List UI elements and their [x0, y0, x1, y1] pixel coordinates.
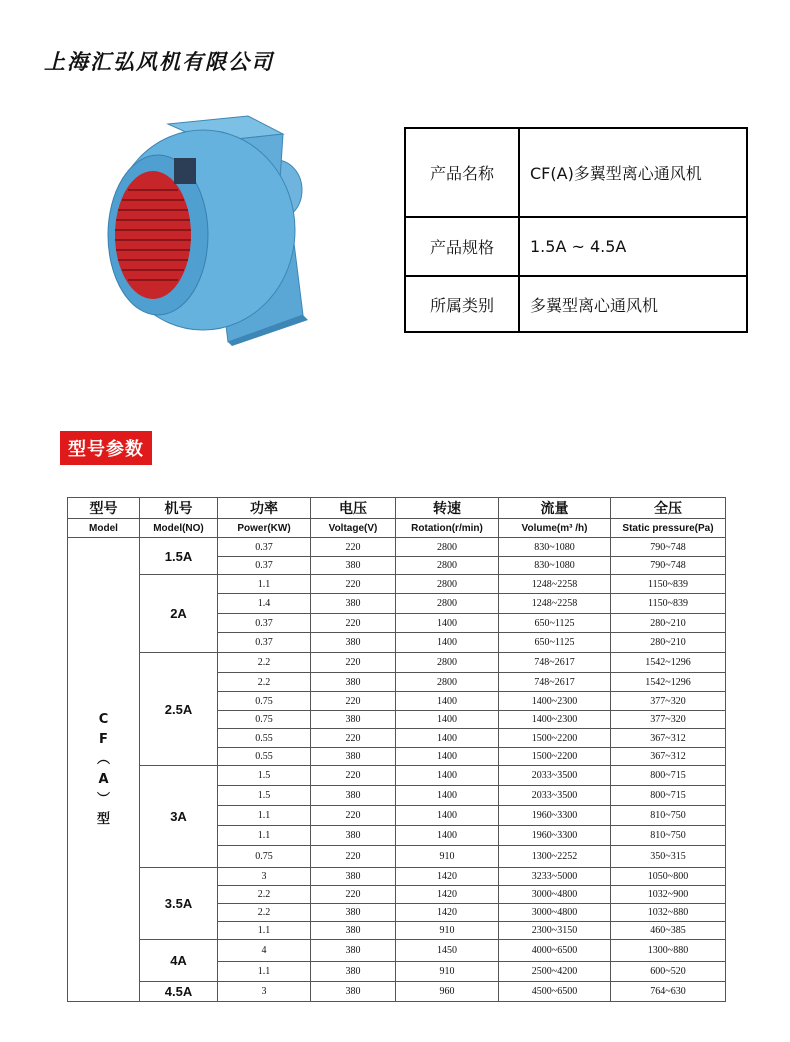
model-number-cell: 1.5A: [140, 538, 218, 575]
info-key: 产品规格: [405, 217, 519, 276]
header-row-en: [68, 519, 726, 538]
table-cell: 380: [311, 922, 396, 940]
table-cell: 367~312: [611, 748, 726, 766]
model-number-cell: 3A: [140, 766, 218, 868]
centrifugal-fan-image: [98, 110, 308, 346]
table-cell: 1400: [396, 826, 499, 846]
table-row: [68, 653, 726, 673]
header-cell: Volume(m³ /h): [499, 519, 611, 538]
table-cell: 1400~2300: [499, 692, 611, 711]
table-cell: 1420: [396, 904, 499, 922]
spec-table: [67, 497, 726, 1002]
table-cell: 1500~2200: [499, 748, 611, 766]
header-cell: 功率: [218, 498, 311, 519]
table-cell: 600~520: [611, 962, 726, 982]
header-cell: 流量: [499, 498, 611, 519]
table-cell: 380: [311, 962, 396, 982]
table-cell: 220: [311, 575, 396, 594]
table-row: [68, 575, 726, 594]
table-cell: 0.37: [218, 614, 311, 633]
table-cell: 1.1: [218, 575, 311, 594]
table-cell: 1.1: [218, 826, 311, 846]
header-cell: Static pressure(Pa): [611, 519, 726, 538]
table-row: [68, 868, 726, 886]
header-cell: 型号: [68, 498, 140, 519]
table-cell: 1400: [396, 729, 499, 748]
table-cell: 380: [311, 748, 396, 766]
table-cell: 380: [311, 826, 396, 846]
table-cell: 2.2: [218, 653, 311, 673]
table-cell: 1.1: [218, 806, 311, 826]
model-number-cell: 3.5A: [140, 868, 218, 940]
table-cell: 2.2: [218, 904, 311, 922]
table-cell: 4: [218, 940, 311, 962]
model-number-cell: 2A: [140, 575, 218, 653]
table-cell: 748~2617: [499, 673, 611, 692]
table-cell: 1400: [396, 806, 499, 826]
table-cell: 650~1125: [499, 633, 611, 653]
table-cell: 2800: [396, 673, 499, 692]
series-char: ︵: [96, 751, 110, 767]
table-cell: 280~210: [611, 633, 726, 653]
model-number-cell: 4.5A: [140, 982, 218, 1002]
table-cell: 2.2: [218, 886, 311, 904]
info-key: 产品名称: [405, 128, 519, 217]
table-cell: 1542~1296: [611, 653, 726, 673]
table-cell: 350~315: [611, 846, 726, 868]
table-cell: 1050~800: [611, 868, 726, 886]
table-cell: 3000~4800: [499, 886, 611, 904]
header-row-cn: [68, 498, 726, 519]
table-cell: 1.5: [218, 766, 311, 786]
table-cell: 2800: [396, 538, 499, 557]
table-cell: 800~715: [611, 766, 726, 786]
header-cell: Voltage(V): [311, 519, 396, 538]
header-cell: 转速: [396, 498, 499, 519]
table-cell: 830~1080: [499, 557, 611, 575]
table-cell: 0.37: [218, 557, 311, 575]
table-cell: 830~1080: [499, 538, 611, 557]
header-cell: 电压: [311, 498, 396, 519]
table-cell: 1150~839: [611, 575, 726, 594]
table-cell: 0.55: [218, 729, 311, 748]
table-cell: 790~748: [611, 557, 726, 575]
section-title: 型号参数: [60, 431, 152, 465]
table-cell: 2800: [396, 575, 499, 594]
table-cell: 1500~2200: [499, 729, 611, 748]
table-cell: 380: [311, 940, 396, 962]
table-cell: 1.5: [218, 786, 311, 806]
table-cell: 1400: [396, 692, 499, 711]
table-row: [68, 766, 726, 786]
header-cell: Model(NO): [140, 519, 218, 538]
table-cell: 1400: [396, 711, 499, 729]
table-cell: 377~320: [611, 692, 726, 711]
table-cell: 810~750: [611, 806, 726, 826]
table-cell: 1.4: [218, 594, 311, 614]
table-cell: 220: [311, 614, 396, 633]
series-char: F: [99, 731, 108, 747]
table-cell: 2800: [396, 653, 499, 673]
table-cell: 1400: [396, 633, 499, 653]
table-cell: 0.37: [218, 538, 311, 557]
header-cell: Model: [68, 519, 140, 538]
table-cell: 3000~4800: [499, 904, 611, 922]
table-cell: 0.75: [218, 692, 311, 711]
table-cell: 4500~6500: [499, 982, 611, 1002]
series-cell: [68, 538, 140, 1002]
header-cell: 机号: [140, 498, 218, 519]
table-row: [68, 538, 726, 557]
header-cell: 全压: [611, 498, 726, 519]
table-cell: 1400: [396, 766, 499, 786]
table-cell: 1960~3300: [499, 826, 611, 846]
info-value: 1.5A ~ 4.5A: [519, 217, 747, 276]
table-cell: 220: [311, 692, 396, 711]
series-char: C: [98, 711, 109, 727]
table-cell: 220: [311, 729, 396, 748]
table-cell: 790~748: [611, 538, 726, 557]
table-cell: 1300~2252: [499, 846, 611, 868]
table-cell: 0.75: [218, 711, 311, 729]
table-cell: 4000~6500: [499, 940, 611, 962]
table-cell: 800~715: [611, 786, 726, 806]
table-cell: 1420: [396, 886, 499, 904]
table-cell: 220: [311, 886, 396, 904]
spec-table-body: [68, 538, 726, 1002]
table-cell: 3: [218, 982, 311, 1002]
table-row: [68, 982, 726, 1002]
table-cell: 3233~5000: [499, 868, 611, 886]
table-cell: 380: [311, 982, 396, 1002]
table-cell: 1450: [396, 940, 499, 962]
table-cell: 367~312: [611, 729, 726, 748]
table-cell: 220: [311, 766, 396, 786]
table-cell: 460~385: [611, 922, 726, 940]
table-cell: 2800: [396, 594, 499, 614]
table-cell: 380: [311, 557, 396, 575]
table-cell: 220: [311, 653, 396, 673]
table-cell: 1300~880: [611, 940, 726, 962]
table-cell: 1400: [396, 748, 499, 766]
table-cell: 910: [396, 962, 499, 982]
table-cell: 2300~3150: [499, 922, 611, 940]
table-cell: 220: [311, 806, 396, 826]
table-cell: 2500~4200: [499, 962, 611, 982]
table-cell: 3: [218, 868, 311, 886]
company-name: 上海汇弘风机有限公司: [44, 49, 274, 74]
info-value: 多翼型离心通风机: [519, 276, 747, 332]
table-cell: 960: [396, 982, 499, 1002]
table-cell: 2033~3500: [499, 766, 611, 786]
table-cell: 1032~900: [611, 886, 726, 904]
table-cell: 1248~2258: [499, 575, 611, 594]
header-cell: Rotation(r/min): [396, 519, 499, 538]
series-char: 型: [96, 811, 110, 827]
table-cell: 377~320: [611, 711, 726, 729]
table-cell: 0.37: [218, 633, 311, 653]
table-cell: 650~1125: [499, 614, 611, 633]
table-cell: 1150~839: [611, 594, 726, 614]
table-cell: 1.1: [218, 962, 311, 982]
model-number-cell: 4A: [140, 940, 218, 982]
table-cell: 1420: [396, 868, 499, 886]
table-cell: 280~210: [611, 614, 726, 633]
table-cell: 810~750: [611, 826, 726, 846]
table-cell: 220: [311, 846, 396, 868]
table-cell: 0.55: [218, 748, 311, 766]
product-info-table: [404, 127, 748, 333]
table-cell: 910: [396, 922, 499, 940]
table-row: [68, 940, 726, 962]
series-char: ︶: [96, 791, 110, 807]
series-char: A: [98, 771, 109, 787]
info-key: 所属类别: [405, 276, 519, 332]
model-number-cell: 2.5A: [140, 653, 218, 766]
table-cell: 380: [311, 904, 396, 922]
table-cell: 380: [311, 594, 396, 614]
table-cell: 380: [311, 786, 396, 806]
table-cell: 380: [311, 673, 396, 692]
table-cell: 910: [396, 846, 499, 868]
table-cell: 0.75: [218, 846, 311, 868]
table-cell: 748~2617: [499, 653, 611, 673]
table-cell: 1960~3300: [499, 806, 611, 826]
table-cell: 1542~1296: [611, 673, 726, 692]
table-cell: 1400: [396, 786, 499, 806]
table-cell: 2.2: [218, 673, 311, 692]
table-cell: 380: [311, 711, 396, 729]
table-cell: 1400~2300: [499, 711, 611, 729]
table-cell: 380: [311, 633, 396, 653]
table-cell: 220: [311, 538, 396, 557]
info-value: CF(A)多翼型离心通风机: [519, 128, 747, 217]
header-cell: Power(KW): [218, 519, 311, 538]
table-cell: 1248~2258: [499, 594, 611, 614]
table-cell: 2033~3500: [499, 786, 611, 806]
table-cell: 1032~880: [611, 904, 726, 922]
table-cell: 2800: [396, 557, 499, 575]
table-cell: 1.1: [218, 922, 311, 940]
table-cell: 380: [311, 868, 396, 886]
table-cell: 764~630: [611, 982, 726, 1002]
table-cell: 1400: [396, 614, 499, 633]
